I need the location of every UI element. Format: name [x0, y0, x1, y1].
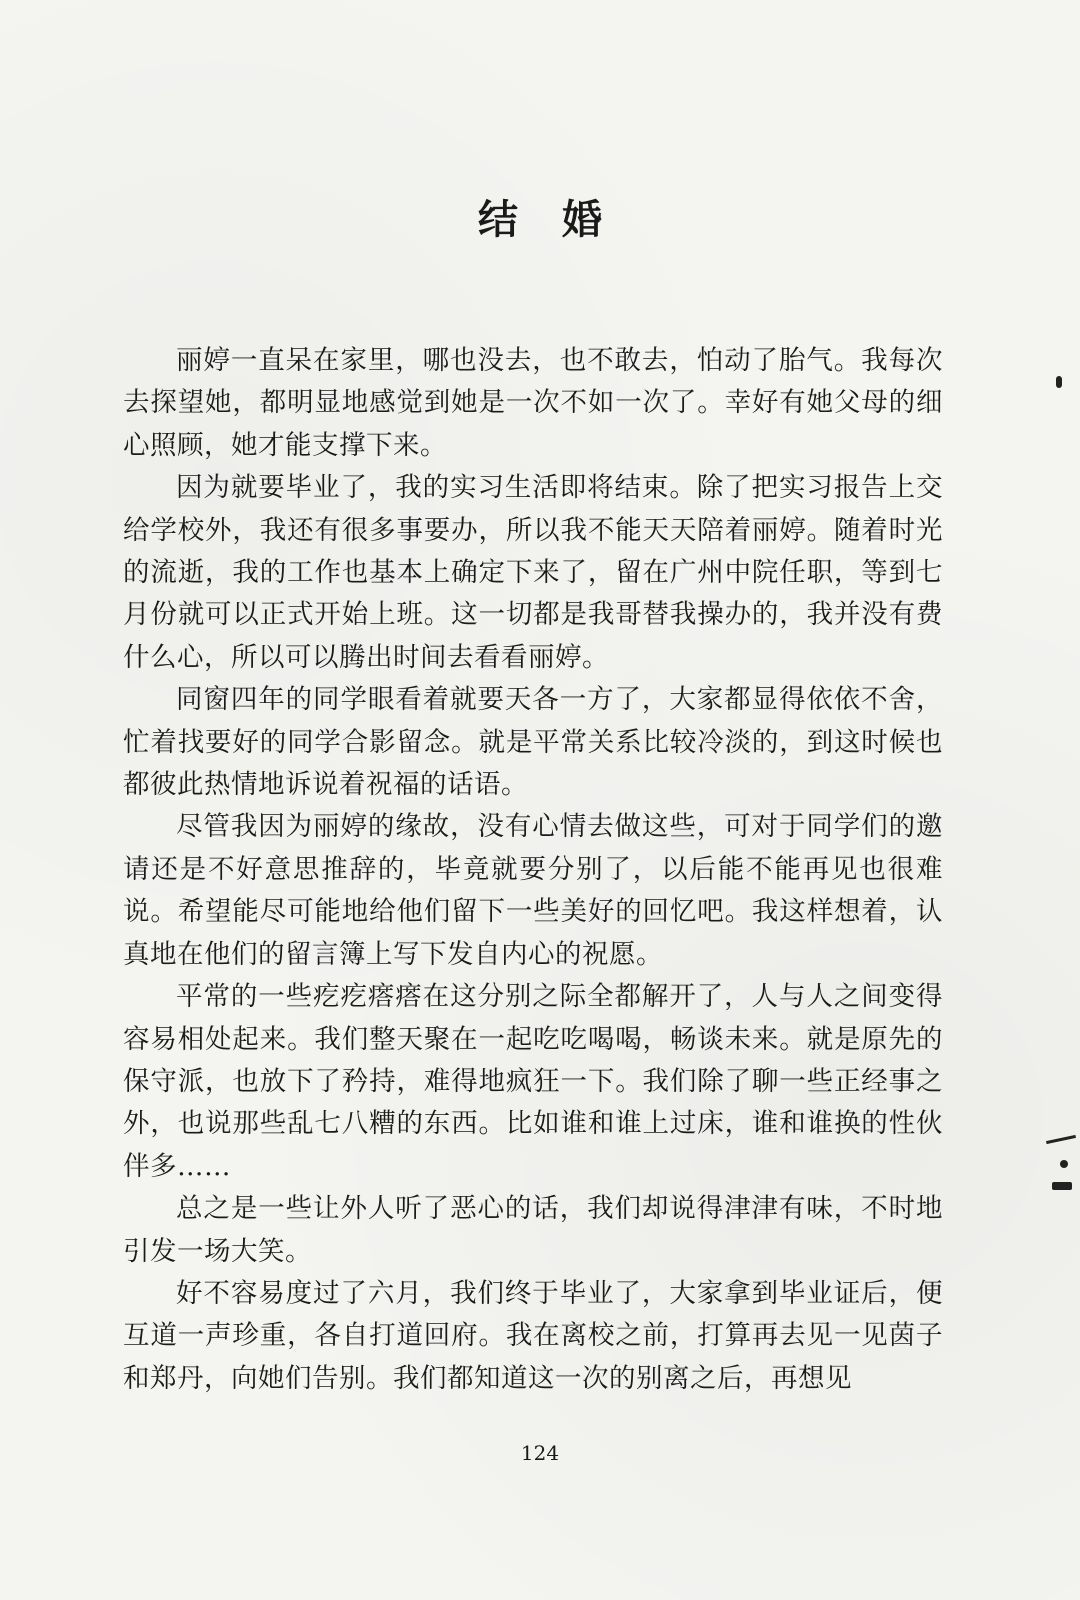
scan-edge-mark — [1056, 376, 1062, 388]
page-number: 124 — [520, 1441, 560, 1465]
scan-edge-mark — [1046, 1135, 1076, 1144]
paragraph: 好不容易度过了六月，我们终于毕业了，大家拿到毕业证后，便互道一声珍重，各自打道回府。我在离校之前，打算再去见一见茵子和郑丹，向她们告别。我们都知道这一次的别离之后，再想见 — [123, 1277, 943, 1394]
paragraph: 丽婷一直呆在家里，哪也没去，也不敢去，怕动了胎气。我每次去探望她，都明显地感觉到她是一次不如一次了。幸好有她父母的细心照顾，她才能支撑下来。 — [123, 345, 943, 461]
paragraph: 因为就要毕业了，我的实习生活即将结束。除了把实习报告上交给学校外，我还有很多事要办，所以我不能天天陪着丽婷。随着时光的流逝，我的工作也基本上确定下来了，留在广州中院任职，等到七月份就可以正式开始上班。这一切都是我哥替我操办的，我并没有费什么心，所以可以腾出时间去看看丽婷。 — [123, 472, 943, 673]
paragraph: 同窗四年的同学眼看着就要天各一方了，大家都显得依依不舍，忙着找要好的同学合影留念。就是平常关系比较冷淡的，到这时候也都彼此热情地诉说着祝福的话语。 — [123, 684, 943, 801]
scan-edge-mark — [1052, 1182, 1072, 1190]
paragraph: 尽管我因为丽婷的缘故，没有心情去做这些，可对于同学们的邀请还是不好意思推辞的，毕竟就要分别了，以后能不能再见也很难说。希望能尽可能地给他们留下一些美好的回忆吧。我这样想着，认真地在他们的留言簿上写下发自内心的祝愿。 — [123, 811, 943, 970]
body-text — [123, 340, 943, 1400]
paragraph: 平常的一些疙疙瘩瘩在这分别之际全都解开了，人与人之间变得容易相处起来。我们整天聚在一起吃吃喝喝，畅谈未来。就是原先的保守派，也放下了矜持，难得地疯狂一下。我们除了聊一些正经事之外，也说那些乱七八糟的东西。比如谁和谁上过床，谁和谁换的性伙伴多…… — [123, 981, 943, 1182]
scan-edge-mark — [1060, 1160, 1068, 1168]
paragraph: 总之是一些让外人听了恶心的话，我们却说得津津有味，不时地引发一场大笑。 — [123, 1193, 943, 1267]
chapter-title: 结婚 — [478, 196, 646, 243]
